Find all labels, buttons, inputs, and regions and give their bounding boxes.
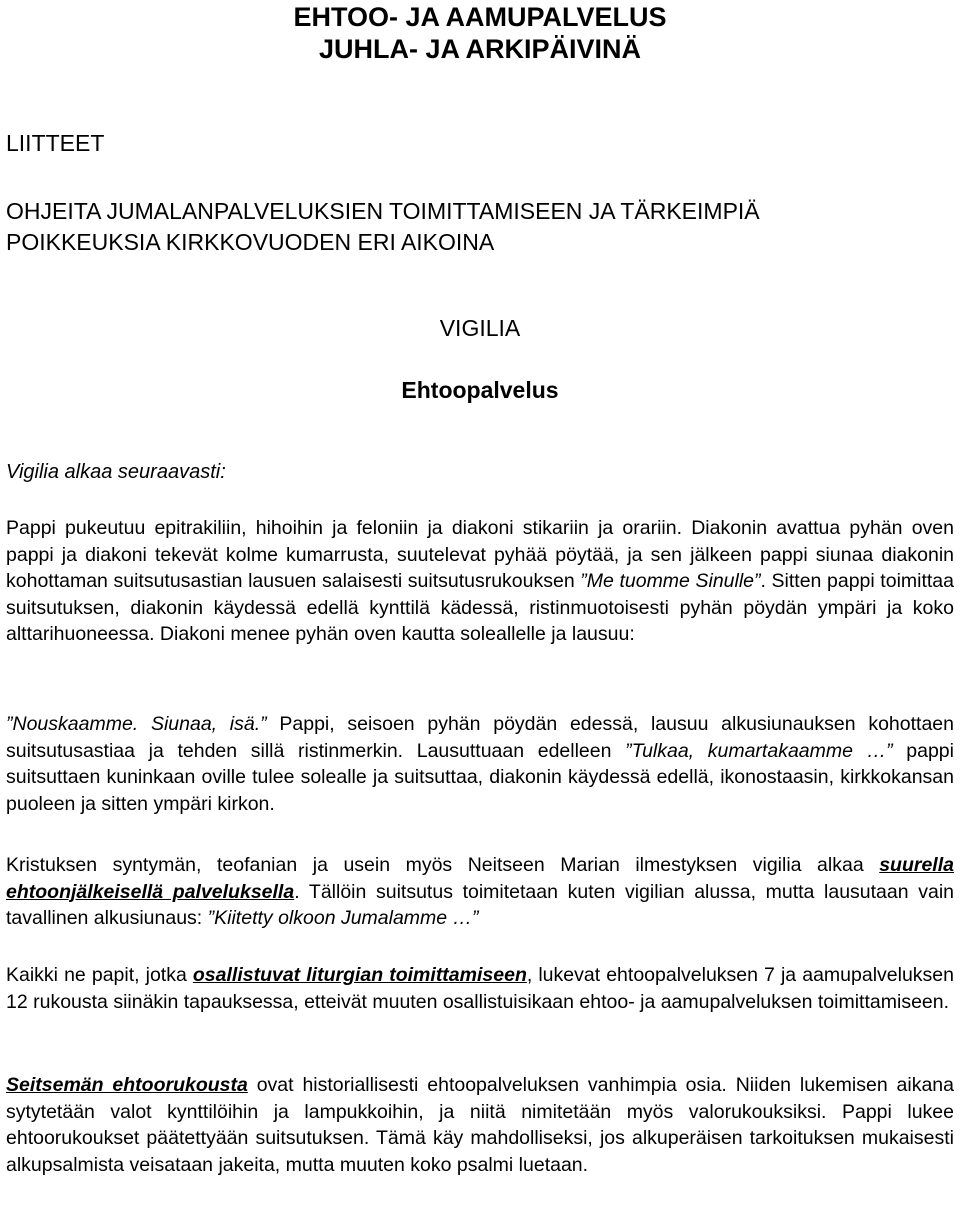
p3-emphasis: suurella ehtoonjälkeisellä palveluksella xyxy=(6,854,954,903)
ohjeita-line1: OHJEITA JUMALANPALVELUKSIEN TOIMITTAMISEEN JA TÄRKEIMPIÄ xyxy=(6,198,760,224)
p5-text-b: ovat historiallisesti ehtoopalveluksen vanhimpia osia. Niiden lukemisen aikana sytytetään valot kynttilöihin ja lampukkoihin, ja niitä nimitetään myös valorukouksiksi. Pappi lukee ehtoorukoukset päätettyään suitsutuksen. Tämä käy mahdolliseksi, jos alkuperäisen tarkoituksen mukaisesti alkupsalmista veisataan jakeita, mutta muuten koko psalmi luetaan. xyxy=(6,1074,954,1176)
paragraph-5 xyxy=(6,1072,954,1178)
p1-text-c: . Sitten pappi toimittaa suitsutuksen, diakonin käydessä edellä kynttilä kädessä, ristinmuotoisesti pyhän pöydän ympäri ja koko alttarihuoneessa. Diakoni menee pyhän oven kautta soleallelle ja lausuu: xyxy=(6,570,954,646)
p3-text-c: . Tällöin suitsutus toimitetaan kuten vigilian alussa, mutta lausutaan vain tavallinen alkusiunaus: xyxy=(6,880,955,930)
p1-text-a: Pappi pukeutuu epitrakiliin, hihoihin ja feloniin ja diakoni stikariin ja orariin. Diakonin avattua pyhän oven pappi ja diakoni tekevät kolme kumarrusta, suutelevat pyhää pöytää, ja sen jälkeen pappi siunaa diakonin kohottaman suitsutusastian lausuen salaisesti suitsutusrukouksen xyxy=(6,517,954,593)
ohjeita-line2: POIKKEUKSIA KIRKKOVUODEN ERI AIKOINA xyxy=(6,229,495,255)
p2-text-d: pappi suitsuttaen kuninkaan oville tulee solealle ja suitsuttaa, diakonin käydessä edellä, ikonostaasin, kirkkokansan puoleen ja sitten ympäri kirkon. xyxy=(6,739,954,815)
intro-text: Vigilia alkaa seuraavasti: xyxy=(6,461,226,483)
document-title-line1: EHTOO- JA AAMUPALVELUS xyxy=(293,2,667,32)
p2-quote-a: ”Nouskaamme. Siunaa, isä.” xyxy=(6,713,267,735)
p1-quote: ”Me tuomme Sinulle” xyxy=(580,570,761,593)
paragraph-2 xyxy=(6,711,954,817)
paragraph-1 xyxy=(6,515,954,648)
p4-text-a: Kaikki ne papit, jotka xyxy=(6,964,193,986)
paragraph-4 xyxy=(6,962,954,1015)
paragraph-3 xyxy=(6,852,954,932)
document-title-line2: JUHLA- JA ARKIPÄIVINÄ xyxy=(318,34,642,64)
section-heading-ohjeita xyxy=(6,196,760,258)
p4-text-c: , lukevat ehtoopalveluksen 7 ja aamupalveluksen 12 rukousta siinäkin tapauksessa, etteivät muuten osallistuisikaan ehtoo- ja aamupalveluksen toimittamiseen. xyxy=(6,964,954,1013)
p2-quote-c: ”Tulkaa, kumartakaamme …” xyxy=(625,739,893,762)
p3-quote: ”Kiitetty olkoon Jumalamme …” xyxy=(207,907,479,930)
heading-ehtoopalvelus: Ehtoopalvelus xyxy=(401,377,559,403)
heading-vigilia: VIGILIA xyxy=(439,315,521,341)
section-heading-liitteet: LIITTEET xyxy=(6,130,105,156)
p3-text-a: Kristuksen syntymän, teofanian ja usein myös Neitseen Marian ilmestyksen vigilia alkaa xyxy=(6,854,880,876)
p4-emphasis: osallistuvat liturgian toimittamiseen xyxy=(192,964,527,986)
p2-text-b: Pappi, seisoen pyhän pöydän edessä, lausuu alkusiunauksen kohottaen suitsutusastiaa ja tehden sillä ristinmerkin. Lausuttuaan edelleen xyxy=(6,713,954,762)
p5-emphasis: Seitsemän ehtoorukousta xyxy=(6,1074,248,1096)
